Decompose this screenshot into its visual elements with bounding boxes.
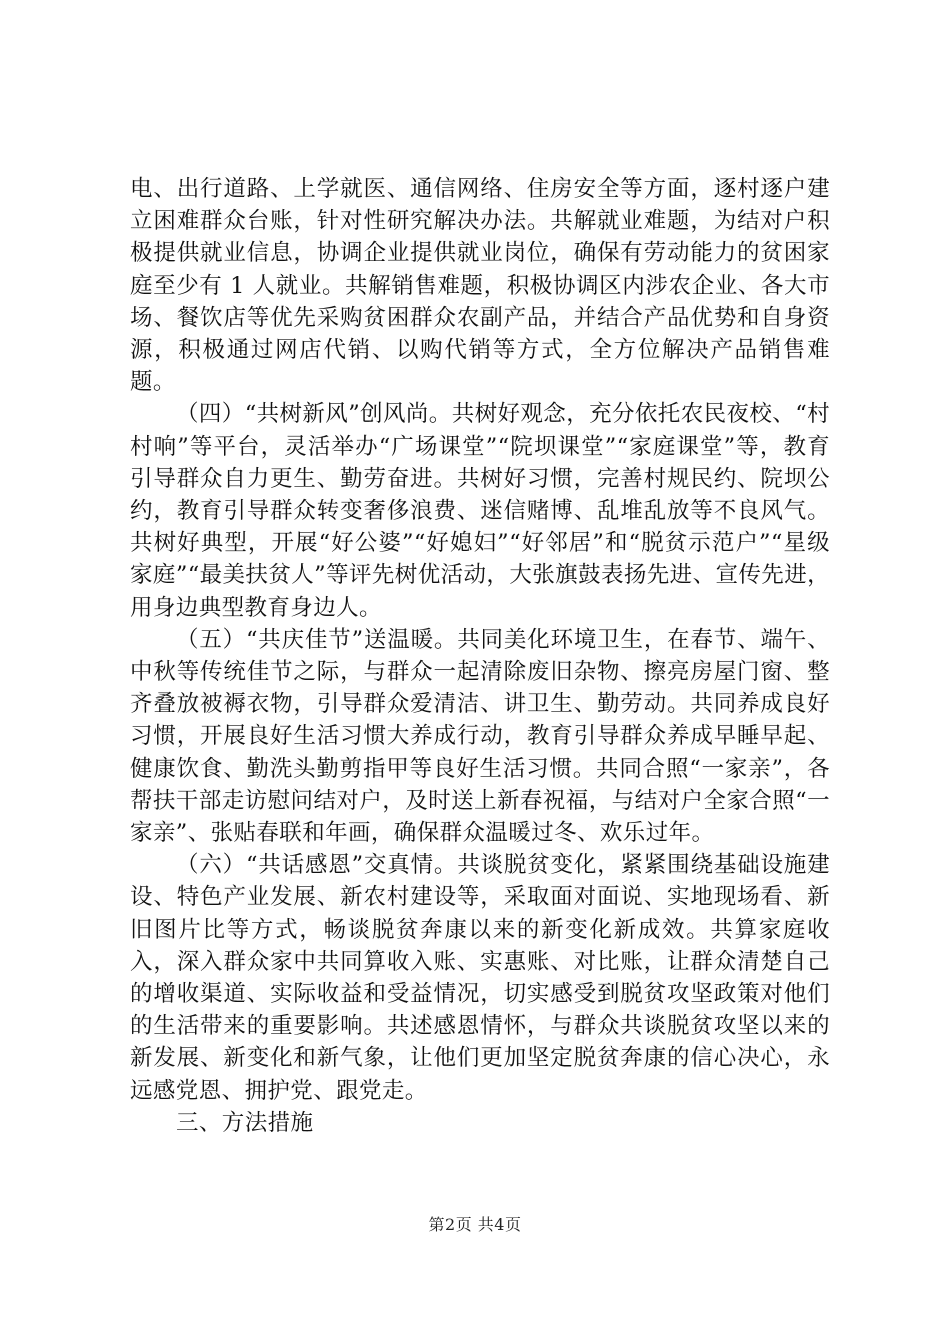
- paragraph-continuation: 电、出行道路、上学就医、通信网络、住房安全等方面，逐村逐户建立困难群众台账，针对性研究解决办法。共解就业难题，为结对户积极提供就业信息，协调企业提供就业岗位，确保有劳动能力的贫困家庭至少有 1 人就业。共解销售难题，积极协调区内涉农企业、各大市场、餐饮店等优先采购贫困群众农副产品，并结合产品优势和自身资源，积极通过网店代销、以购代销等方式，全方位解决产品销售难题。: [130, 176, 830, 396]
- paragraph-section-6: （六）“共话感恩”交真情。共谈脱贫变化，紧紧围绕基础设施建设、特色产业发展、新农村建设等，采取面对面说、实地现场看、新旧图片比等方式，畅谈脱贫奔康以来的新变化新成效。共算家庭收入，深入群众家中共同算收入账、实惠账、对比账，让群众清楚自己的增收渠道、实际收益和受益情况，切实感受到脱贫攻坚政策对他们的生活带来的重要影响。共述感恩情怀，与群众共谈脱贫攻坚以来的新发展、新变化和新气象，让他们更加坚定脱贫奔康的信心决心，永远感党恩、拥护党、跟党走。: [130, 852, 830, 1104]
- section-heading: 三、方法措施: [176, 1109, 314, 1136]
- paragraph-section-5: （五）“共庆佳节”送温暖。共同美化环境卫生，在春节、端午、中秋等传统佳节之际，与群众一起清除废旧杂物、擦亮房屋门窗、整齐叠放被褥衣物，引导群众爱清洁、讲卫生、勤劳动。共同养成良好习惯，开展良好生活习惯大养成行动，教育引导群众养成早睡早起、健康饮食、勤洗头勤剪指甲等良好生活习惯。共同合照“一家亲”，各帮扶干部走访慰问结对户，及时送上新春祝福，与结对户全家合照“一家亲”、张贴春联和年画，确保群众温暖过冬、欢乐过年。: [130, 626, 830, 847]
- page-footer: 第2页 共4页: [428, 1215, 522, 1234]
- document-body: [130, 173, 830, 1139]
- paragraph-section-4: （四）“共树新风”创风尚。共树好观念，充分依托农民夜校、“村村响”等平台，灵活举办“广场课堂”“院坝课堂”“家庭课堂”等，教育引导群众自力更生、勤劳奋进。共树好习惯，完善村规民约、院坝公约，教育引导群众转变奢侈浪费、迷信赌博、乱堆乱放等不良风气。共树好典型，开展“好公婆”“好媳妇”“好邻居”和“脱贫示范户”“星级家庭”“最美扶贫人”等评先树优活动，大张旗鼓表扬先进、宣传先进，用身边典型教育身边人。: [130, 401, 831, 621]
